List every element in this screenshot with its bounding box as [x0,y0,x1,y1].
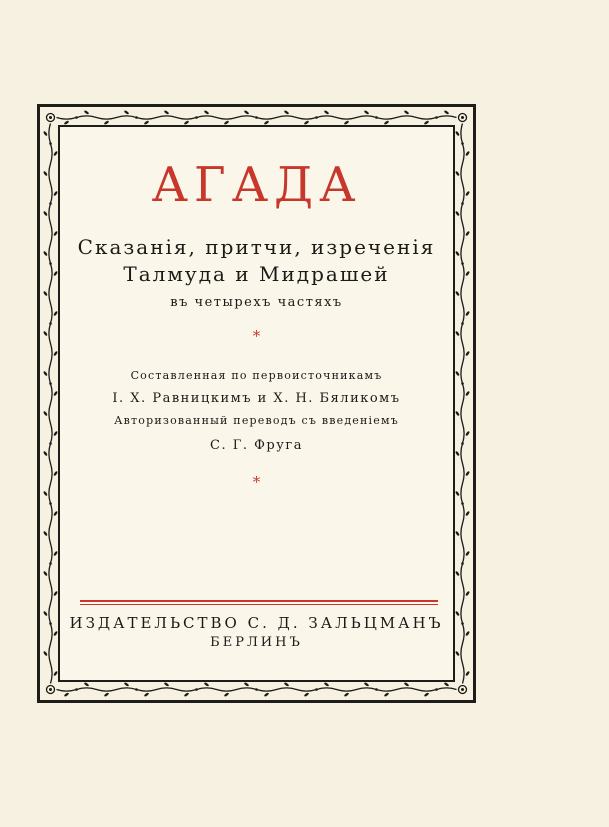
translator: С. Г. Фруга [210,438,303,453]
compiled-by-label: Составленная по первоисточникамъ [130,369,383,382]
star-ornament-icon: * [252,327,261,345]
red-divider-thin [80,604,438,605]
star-ornament-icon: * [252,473,261,491]
parts-note: въ четырехъ частяхъ [170,295,343,310]
subtitle-line-1: Сказанія, притчи, изреченія [77,235,436,259]
publisher: ИЗДАТЕЛЬСТВО С. Д. ЗАЛЬЦМАНЪ [69,614,444,632]
translation-label: Авторизованный переводъ съ введеніемъ [114,414,399,427]
subtitle-line-2: Талмуда и Мидрашей [123,262,390,286]
book-title: АГАДА [151,157,362,213]
red-divider-thick [80,600,438,602]
compilers: І. Х. Равницкимъ и Х. Н. Бяликомъ [112,391,401,406]
city: БЕРЛИНЪ [210,635,303,650]
